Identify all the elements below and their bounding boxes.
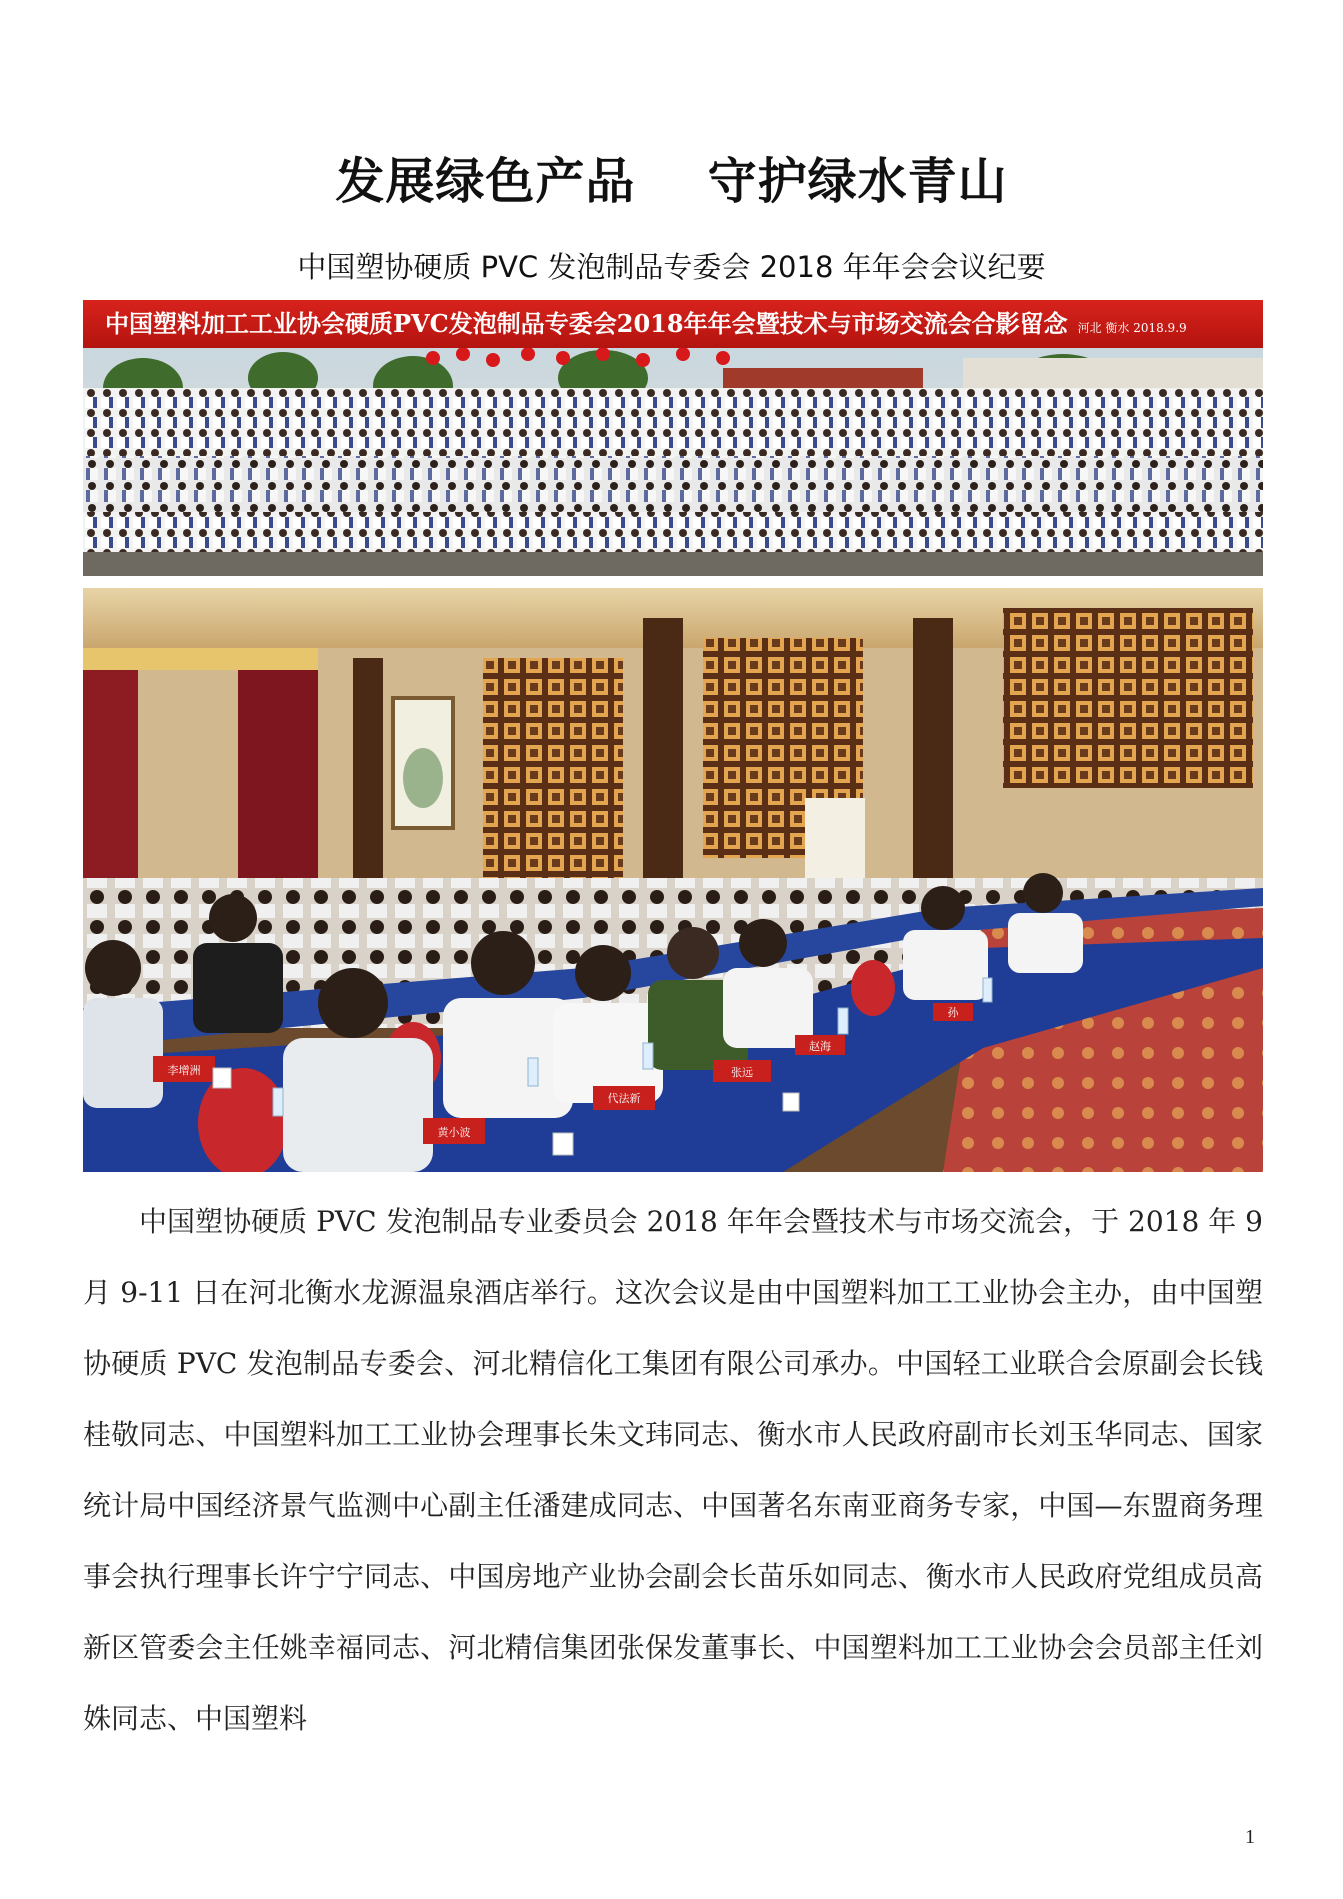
group-photo-banner [83, 300, 1263, 348]
page-subtitle: 中国塑协硬质 PVC 发泡制品专委会 2018 年年会会议纪要 [297, 250, 1046, 284]
conference-photo-image [83, 588, 1263, 1172]
nameplate: 赵海 [809, 1040, 831, 1053]
conference-photo [83, 588, 1263, 1172]
page-number: 1 [1245, 1826, 1255, 1848]
nameplate: 代法新 [607, 1092, 641, 1105]
nameplate: 孙 [947, 1006, 959, 1019]
page-title: 发展绿色产品 守护绿水青山 [335, 153, 1008, 210]
nameplate: 黄小波 [437, 1126, 471, 1139]
banner-place-date: 河北 衡水 2018.9.9 [1077, 321, 1187, 335]
group-photo [83, 300, 1263, 576]
group-photo-image [83, 348, 1263, 576]
nameplate: 张远 [731, 1066, 753, 1079]
body-paragraph: 中国塑协硬质 PVC 发泡制品专业委员会 2018 年年会暨技术与市场交流会，于 2018 年 9 月 9-11 日在河北衡水龙源温泉酒店举行。这次会议是由中国塑料加工工业协会主办，由中国塑协硬质 PVC 发泡制品专委会、河北精信化工集团有限公司承办。中国轻工业联合会原副会长钱桂敬同志、中国塑料加工工业协会理事长朱文玮同志、衡水市人民政府副市长刘玉华同志、国家统计局中国经济景气监测中心副主任潘建成同志、中国著名东南亚商务专家，中国—东盟商务理事会执行理事长许宁宁同志、中国房地产业协会副会长苗乐如同志、衡水市人民政府党组成员高新区管委会主任姚幸福同志、河北精信集团张保发董事长、中国塑料加工工业协会会员部主任刘姝同志、中国塑料 [83, 1205, 1263, 1735]
nameplate: 李增洲 [167, 1064, 201, 1077]
banner-text: 中国塑料加工工业协会硬质PVC发泡制品专委会2018年年会暨技术与市场交流会合影留念 [105, 309, 1068, 338]
